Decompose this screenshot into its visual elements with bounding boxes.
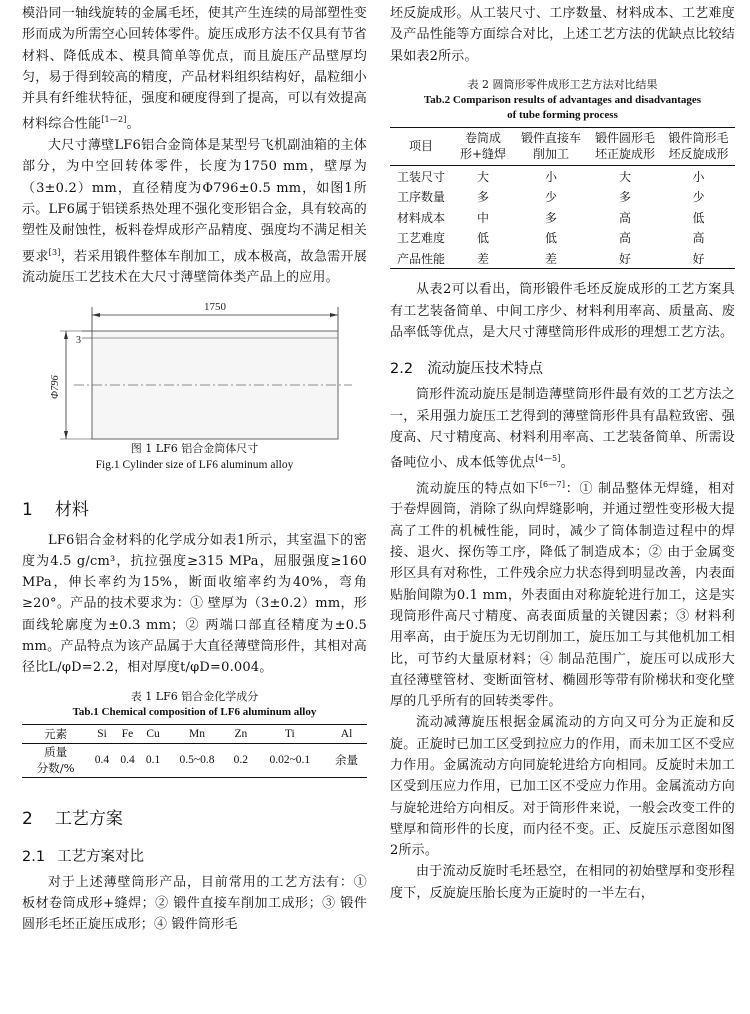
table-header-cell: 卷筒成 形+缝焊 bbox=[459, 131, 507, 162]
table-header-cell: Fe bbox=[121, 727, 134, 740]
table-cell: 低 bbox=[692, 210, 705, 225]
table-row-label: 工序数量 bbox=[396, 190, 445, 205]
table-header-cell: Ti bbox=[284, 727, 295, 740]
paragraph-process-options: 对于上述薄壁筒形产品，目前常用的工艺方法有：① 板材卷筒成形+缝焊；② 锻件直接车削加工成形；③ 锻件圆形毛坯正旋压成形；④ 锻件筒形毛 bbox=[22, 874, 367, 933]
table-cell: 差 bbox=[544, 251, 557, 266]
table-row bbox=[390, 207, 735, 228]
table-cell: 低 bbox=[476, 231, 489, 246]
left-column bbox=[22, 0, 367, 935]
table-header-cell: Zn bbox=[234, 727, 248, 740]
paragraph-spinning-intro: 模沿同一轴线旋转的金属毛坯，使其产生连续的局部塑性变形而成为所需空心回转体零件。旋压成形方法不仅具有节省材料、降低成本、模具简单等优点，而且旋压产品壁厚均匀，易于得到较高的精度，产品材料组织结构好，晶粒细小并具有纤维状特征，强度和硬度得到了提高，可以有效提高材料综合性能[1—2]。 bbox=[22, 6, 367, 132]
table-header-cell: Si bbox=[97, 727, 107, 740]
figure-1-caption-cn: 图 1 LF6 铝合金筒体尺寸 bbox=[130, 441, 259, 455]
table-row bbox=[390, 227, 735, 248]
table-row bbox=[390, 248, 735, 269]
table-row-label: 材料成本 bbox=[396, 210, 445, 225]
table-2-caption-en-line2: of tube forming process bbox=[507, 108, 618, 121]
paragraph-reverse-spinning-length: 由于流动反旋时毛坯悬空，在相同的初始壁厚和变形程度下，反旋旋压胎长度为正旋时的一半左右， bbox=[390, 864, 735, 901]
table-1-caption-cn: 表 1 LF6 铝合金化学成分 bbox=[130, 689, 259, 703]
paragraph-flow-spinning-advantages: 筒形件流动旋压是制造薄壁筒形件最有效的工艺方法之一，采用强力旋压工艺得到的薄壁筒形件具有晶粒致密、强度高、尺寸精度高、材料利用率高、工艺装备简单、所需设备吨位小、成本低等优点[4—5]。 bbox=[390, 387, 735, 471]
table-cell: 余量 bbox=[335, 753, 359, 768]
table-row-label: 产品性能 bbox=[396, 251, 445, 266]
table-header-cell: Al bbox=[340, 727, 353, 740]
table-cell: 小 bbox=[692, 169, 705, 184]
table-cell: 0.4 bbox=[120, 754, 135, 767]
table-cell: 中 bbox=[476, 210, 489, 225]
citation: [1—2] bbox=[101, 115, 127, 125]
table-2-caption-cn: 表 2 圆筒形零件成形工艺方法对比结果 bbox=[467, 77, 658, 91]
section-1-heading: 1 材料 bbox=[22, 499, 89, 520]
process-comparison-table bbox=[390, 127, 735, 270]
table-1 bbox=[22, 689, 367, 778]
table-cell: 少 bbox=[692, 190, 705, 205]
cylinder-dimension-drawing bbox=[22, 295, 367, 445]
figure-1 bbox=[22, 295, 367, 481]
table-header-cell: 项目 bbox=[408, 139, 433, 154]
table-row-label: 工艺难度 bbox=[396, 231, 445, 246]
table-header-cell: 锻件筒形毛 坯反旋成形 bbox=[668, 131, 729, 162]
table-cell: 0.5~0.8 bbox=[179, 754, 215, 767]
dim-diameter-label: Φ796 bbox=[50, 374, 61, 399]
dim-thickness-label: 3 bbox=[76, 334, 81, 346]
table-2-caption-en-line1: Tab.2 Comparison results of advantages and disadvantages bbox=[423, 93, 702, 106]
table-2 bbox=[390, 77, 735, 270]
right-column bbox=[390, 0, 735, 904]
table-cell: 差 bbox=[476, 251, 489, 266]
table-cell: 多 bbox=[618, 190, 631, 205]
citation: [6—7] bbox=[539, 479, 566, 489]
paragraph-table2-conclusion: 从表2可以看出，筒形锻件毛坯反旋成形的工艺方案具有工艺装备简单、中间工序少、材料利用率高、质量高、废品率低等优点，是大尺寸薄壁筒形件成形的理想工艺方法。 bbox=[390, 282, 735, 340]
table-cell: 大 bbox=[618, 169, 631, 184]
table-row-label: 工装尺寸 bbox=[396, 169, 445, 184]
table-cell: 小 bbox=[544, 169, 557, 184]
table-row-label: 质量 分数/% bbox=[36, 745, 75, 776]
table-cell: 0.02~0.1 bbox=[269, 754, 311, 767]
table-row bbox=[390, 186, 735, 207]
table-header-cell: Mn bbox=[188, 727, 205, 740]
table-header-cell: 锻件直接车 削加工 bbox=[520, 131, 581, 162]
table-cell: 低 bbox=[544, 231, 557, 246]
paragraph-forward-reverse-spinning: 流动减薄旋压根据金属流动的方向又可分为正旋和反旋。正旋时已加工区受到拉应力的作用，而未加工区不受应力作用。金属流动方向同旋轮进给方向相同。反旋时未加工区受到压应力作用，已加工区不受应力作用。金属流动方向与旋轮进给方向相反。对于筒形件来说，一般会改变工件的壁厚和筒形件的长度，而内径不变。正、反旋压示意图如图2所示。 bbox=[390, 715, 735, 859]
paragraph-comparison-intro: 坯反旋成形。从工装尺寸、工序数量、材料成本、工艺难度及产品性能等方面综合对比，上述工艺方法的优缺点比较结果如表2所示。 bbox=[390, 6, 735, 64]
figure-1-caption-en: Fig.1 Cylinder size of LF6 aluminum alloy bbox=[95, 458, 294, 471]
table-cell: 0.2 bbox=[233, 754, 249, 767]
table-cell: 好 bbox=[618, 251, 631, 266]
table-row bbox=[390, 165, 735, 186]
chemical-composition-table bbox=[22, 724, 367, 778]
table-cell: 好 bbox=[692, 251, 705, 266]
dim-length-label: 1750 bbox=[204, 300, 226, 313]
table-header-cell: Cu bbox=[146, 727, 160, 740]
section-2-1-heading: 2.1 工艺方案对比 bbox=[22, 848, 145, 865]
citation: [3] bbox=[48, 247, 61, 257]
paragraph-lf6-cylinder: 大尺寸薄壁LF6铝合金筒体是某型号飞机副油箱的主体部分，为中空回转体零件，长度为1750 mm，壁厚为（3±0.2）mm，直径精度为Φ796±0.5 mm，如图1所示。LF6属于铝镁系热处理不强化变形铝合金，具有较高的塑性及耐蚀性，板料卷焊成形产品精度、强度均不满足相关要求[3]，若采用锻件整体车削加工，成本极高，故急需开展流动旋压工艺技术在大尺寸薄壁筒体类产品上的应用。 bbox=[22, 138, 367, 286]
citation: [4—5] bbox=[535, 454, 561, 464]
table-cell: 0.4 bbox=[94, 754, 110, 767]
section-2-2-heading: 2.2 流动旋压技术特点 bbox=[390, 361, 544, 378]
table-cell: 0.1 bbox=[145, 754, 161, 767]
table-cell: 多 bbox=[476, 190, 489, 205]
table-cell: 高 bbox=[692, 231, 705, 246]
table-cell: 大 bbox=[476, 169, 489, 184]
table-cell: 高 bbox=[618, 231, 631, 246]
table-cell: 高 bbox=[618, 210, 631, 225]
section-2-heading: 2 工艺方案 bbox=[22, 808, 123, 829]
table-header-cell: 元素 bbox=[44, 726, 68, 741]
table-header-cell: 锻件圆形毛 坯正旋成形 bbox=[594, 131, 655, 162]
table-cell: 多 bbox=[544, 210, 557, 225]
table-cell: 少 bbox=[544, 190, 557, 205]
paragraph-material: LF6铝合金材料的化学成分如表1所示，其室温下的密度为4.5 g/cm³，抗拉强度≥315 MPa，屈服强度≥160 MPa，伸长率约为15%，断面收缩率约为40%，弯角≥20°。产品的技术要求为：① 壁厚为（3±0.2）mm，形面线轮廓度为±0.3 mm；② 两端口部直径精度为±0.5 mm。产品特点为该产品属于大直径薄壁筒形件，其相对高径比L/φD=2.2，相对厚度t/φD=0.004。 bbox=[22, 532, 367, 676]
table-1-caption-en: Tab.1 Chemical composition of LF6 aluminum alloy bbox=[72, 705, 317, 718]
paragraph-flow-spinning-features: 流动旋压的特点如下[6—7]：① 制品整体无焊缝，相对于卷焊圆筒，消除了纵向焊缝影响，并通过塑性变形极大提高了工件的机械性能，同时，减少了筒体制造过程中的焊接、退火、探伤等工序，降低了制造成本；② 由于金属变形区具有对称性，工件残余应力状态得到明显改善，内表面贴胎间隙为0.1 mm，外表面由对称旋轮进行加工，这是实现筒形件高尺寸精度、高表面质量的关键因素；③ 材料利用率高，由于旋压为无切削加工，旋压加工与其他机加工相比，可节约大量原材料；④ 制品范围广，旋压可以成形大直径薄壁管材、变断面管材、椭圆形等带有阶梯状和变化壁厚的几乎所有的回转类零件。 bbox=[390, 479, 735, 710]
